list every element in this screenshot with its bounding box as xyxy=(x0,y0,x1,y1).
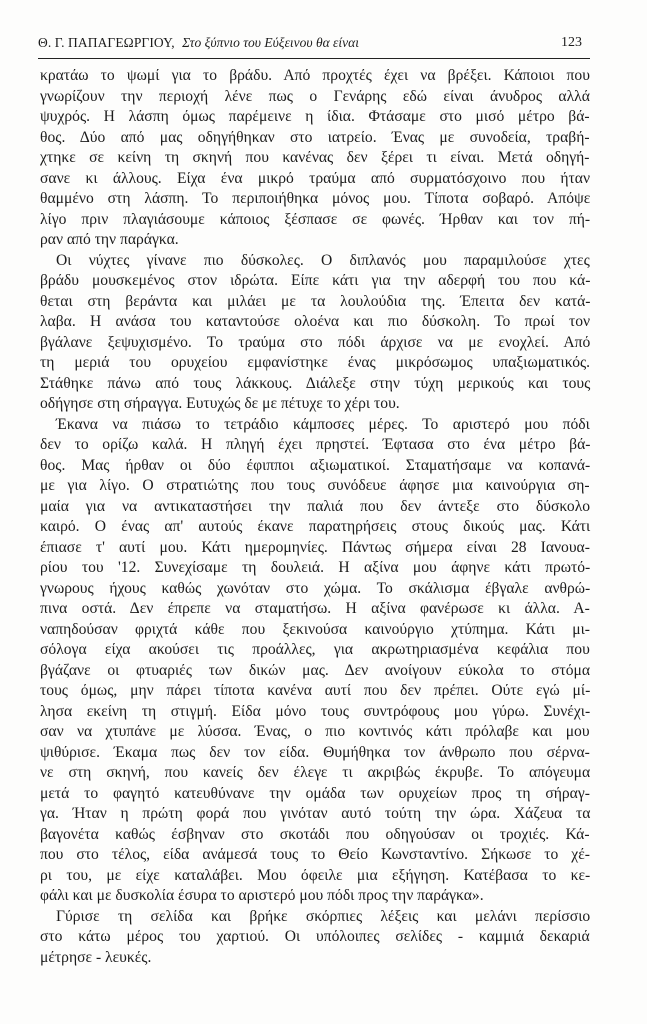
paragraph xyxy=(40,907,590,969)
paragraph xyxy=(40,251,590,415)
text-line: Στάθηκε πάνω από τους λάκκους. Διάλεξε στην τύχη μερικούς και τους xyxy=(40,374,591,392)
body-text xyxy=(40,66,590,968)
text-line: στο κάτω μέρος του χαρτιού. Οι υπόλοιπες σελίδες - καμμιά δεκαριά xyxy=(40,928,590,945)
paragraph xyxy=(40,66,590,251)
header-book-title: Στο ξύπνιο του Εύξεινου θα είναι xyxy=(182,35,359,50)
text-line: βγάζανε οι φτυαριές των δικών μας. Δεν ανοίγουν εύκολα το στόμα xyxy=(40,661,591,679)
text-line: θος. Δύο από μας οδηγήθηκαν στο ιατρείο. Ένας με συνοδεία, τραβή- xyxy=(40,128,590,146)
text-line: με για λίγο. Ο στρατιώτης που τους συνόδευε άφησε μια καινούργια ση- xyxy=(40,477,590,494)
text-line: ρι του, με είχε καταλάβει. Μου όφειλε μια εξήγηση. Κατέβασα το κε- xyxy=(40,866,591,884)
text-line: που στο τέλος, είδα ανάμεσά τους το Θείο Κωνσταντίνο. Σήκωσε το χέ- xyxy=(40,846,590,863)
text-line: δεν το ορίζω καλά. Η πληγή έχει πρηστεί. Έφτασα στο ένα μέτρο βά- xyxy=(40,436,591,453)
text-line: Έκανα να πιάσω το τετράδιο κάμποσες μέρες. Το αριστερό μου πόδι xyxy=(56,415,590,433)
text-line: βράδυ μουσκεμένος στον ιδρώτα. Είπε κάτι για την αδερφή του που κά- xyxy=(40,272,591,289)
text-line: λαβα. Η ανάσα του καταντούσε ολοένα και πιο δύσκολη. Το πρωί τον xyxy=(40,313,591,330)
text-line: βγάλανε ξεψυχισμένο. Το τραύμα στο πόδι άρχισε να με ενοχλεί. Από xyxy=(40,333,591,351)
text-line: οδήγησε στη σήραγγα. Ευτυχώς δε με πέτυχε το χέρι του. xyxy=(40,395,400,412)
text-line: κρατάω το ψωμί για το βράδυ. Από προχτές έχει να βρέξει. Κάποιοι που xyxy=(40,67,590,84)
text-line: νε στη σκηνή, που κανείς δεν έλεγε τι ακριβώς έκρυβε. Το απόγευμα xyxy=(40,764,591,781)
text-line: τους όμως, μην πάρει τίποτα κανένα αυτί που δεν πρέπει. Ούτε εγώ μί- xyxy=(40,682,591,699)
text-line: σόλογα είχα ακούσει τις προάλλες, για ακρωτηριασμένα κεφάλια που xyxy=(40,641,590,658)
text-line: Γύρισε τη σελίδα και βρήκε σκόρπιες λέξεις και μελάνι περίσσιο xyxy=(56,907,591,925)
text-line: μαία για να αντικαταστήσει την παλιά που δεν άντεξε στο δύσκολο xyxy=(40,497,591,515)
text-line: Οι νύχτες γίνανε πιο δύσκολες. Ο διπλανός μου παραμιλούσε χτες xyxy=(56,251,590,269)
text-line: ραν από την παράγκα. xyxy=(40,231,179,248)
text-line: σαν να χτυπάνε με λύσσα. Ένας, ο πιο κοντινός κάτι πρόλαβε και μου xyxy=(40,723,590,740)
text-line: θος. Μας ήρθαν οι δύο έφιπποι αξιωματικοί. Σταματήσαμε να κοπανά- xyxy=(40,456,591,474)
text-line: γνωρίζουν την περιοχή λένε πως ο Γενάρης εδώ είναι άνυδρος αλλά xyxy=(40,87,590,105)
text-line: έπιασε τ' αυτί μου. Κάτι ημερομηνίες. Πάντως σήμερα είναι 28 Ιανουα- xyxy=(40,538,590,556)
paragraph xyxy=(40,415,590,907)
text-line: θεται στη βεράντα και μιλάει με τα λουλούδια της. Έπειτα δεν κατά- xyxy=(40,292,591,310)
text-line: ρίου του '12. Συνεχίσαμε τη δουλειά. Η αξίνα μου άφηνε κάτι πρωτό- xyxy=(40,559,591,576)
running-header xyxy=(38,34,590,56)
text-line: γνωρους ήχους καθώς χωνόταν στο χώμα. Το σκάλισμα έβγαλε ανθρώ- xyxy=(40,579,591,597)
page-number: 123 xyxy=(561,35,582,50)
text-line: χτηκε σε κείνη τη σκηνή που κανένας δεν ξέρει τι είναι. Μετά οδηγή- xyxy=(40,149,590,166)
text-line: πινα οστά. Δεν έπρεπε να σταματήσω. Η αξίνα φανέρωσε κι άλλα. Α- xyxy=(40,600,590,617)
text-line: θαμμένο στη λάσπη. Το περιποιήθηκα μόνος μου. Τίποτα σοβαρό. Απόψε xyxy=(40,190,591,207)
text-line: μετά το φαγητό κατευθύνανε την ομάδα των ορυχείων προς τη σήραγ- xyxy=(40,784,590,802)
text-line: βαγονέτα καθώς έσβηναν στο σκοτάδι που οδηγούσαν οι τροχιές. Κά- xyxy=(40,825,590,843)
text-line: ψυχρός. Η λάσπη όμως παρέμεινε η ίδια. Φτάσαμε στο μισό μέτρο βά- xyxy=(40,108,590,125)
header-author: Θ. Γ. ΠΑΠΑΓΕΩΡΓΙΟΥ, xyxy=(38,35,175,50)
text-line: τη μεριά του ορυχείου εμφανίστηκε ένας μικρόσωμος υπαξιωματικός. xyxy=(40,354,591,371)
text-line: γα. Ήταν η πρώτη φορά που γινόταν αυτό τούτη την ώρα. Χάζευα τα xyxy=(40,805,591,822)
text-line: ψιθύρισε. Έκαμα πως δεν τον είδα. Θυμήθηκα τον άνθρωπο που σέρνα- xyxy=(40,743,590,761)
text-line: λησα εκείνη τη στιγμή. Είδα μόνο τους συντρόφους μου γύρω. Συνέχι- xyxy=(40,702,591,720)
text-line: ναπηδούσαν φριχτά κάθε που ξεκινούσα καινούργιο χτύπημα. Κάτι μι- xyxy=(40,620,591,638)
text-line: σανε κι άλλους. Είχα ένα μικρό τραύμα από συρματόσχοινο που ήταν xyxy=(40,169,590,187)
text-line: φάλι και με δυσκολία έσυρα το αριστερό μου πόδι προς την παράγκα». xyxy=(40,887,484,904)
text-line: μέτρησε - λευκές. xyxy=(40,948,152,966)
header-rule xyxy=(38,58,590,59)
text-line: καιρό. Ο ένας απ' αυτούς έκανε παρατηρήσεις στους δικούς μας. Κάτι xyxy=(40,518,591,535)
text-line: λίγο πριν πλαγιάσουμε κάποιος ξέσπασε σε φωνές. Ήρθαν και τον πή- xyxy=(40,210,591,228)
